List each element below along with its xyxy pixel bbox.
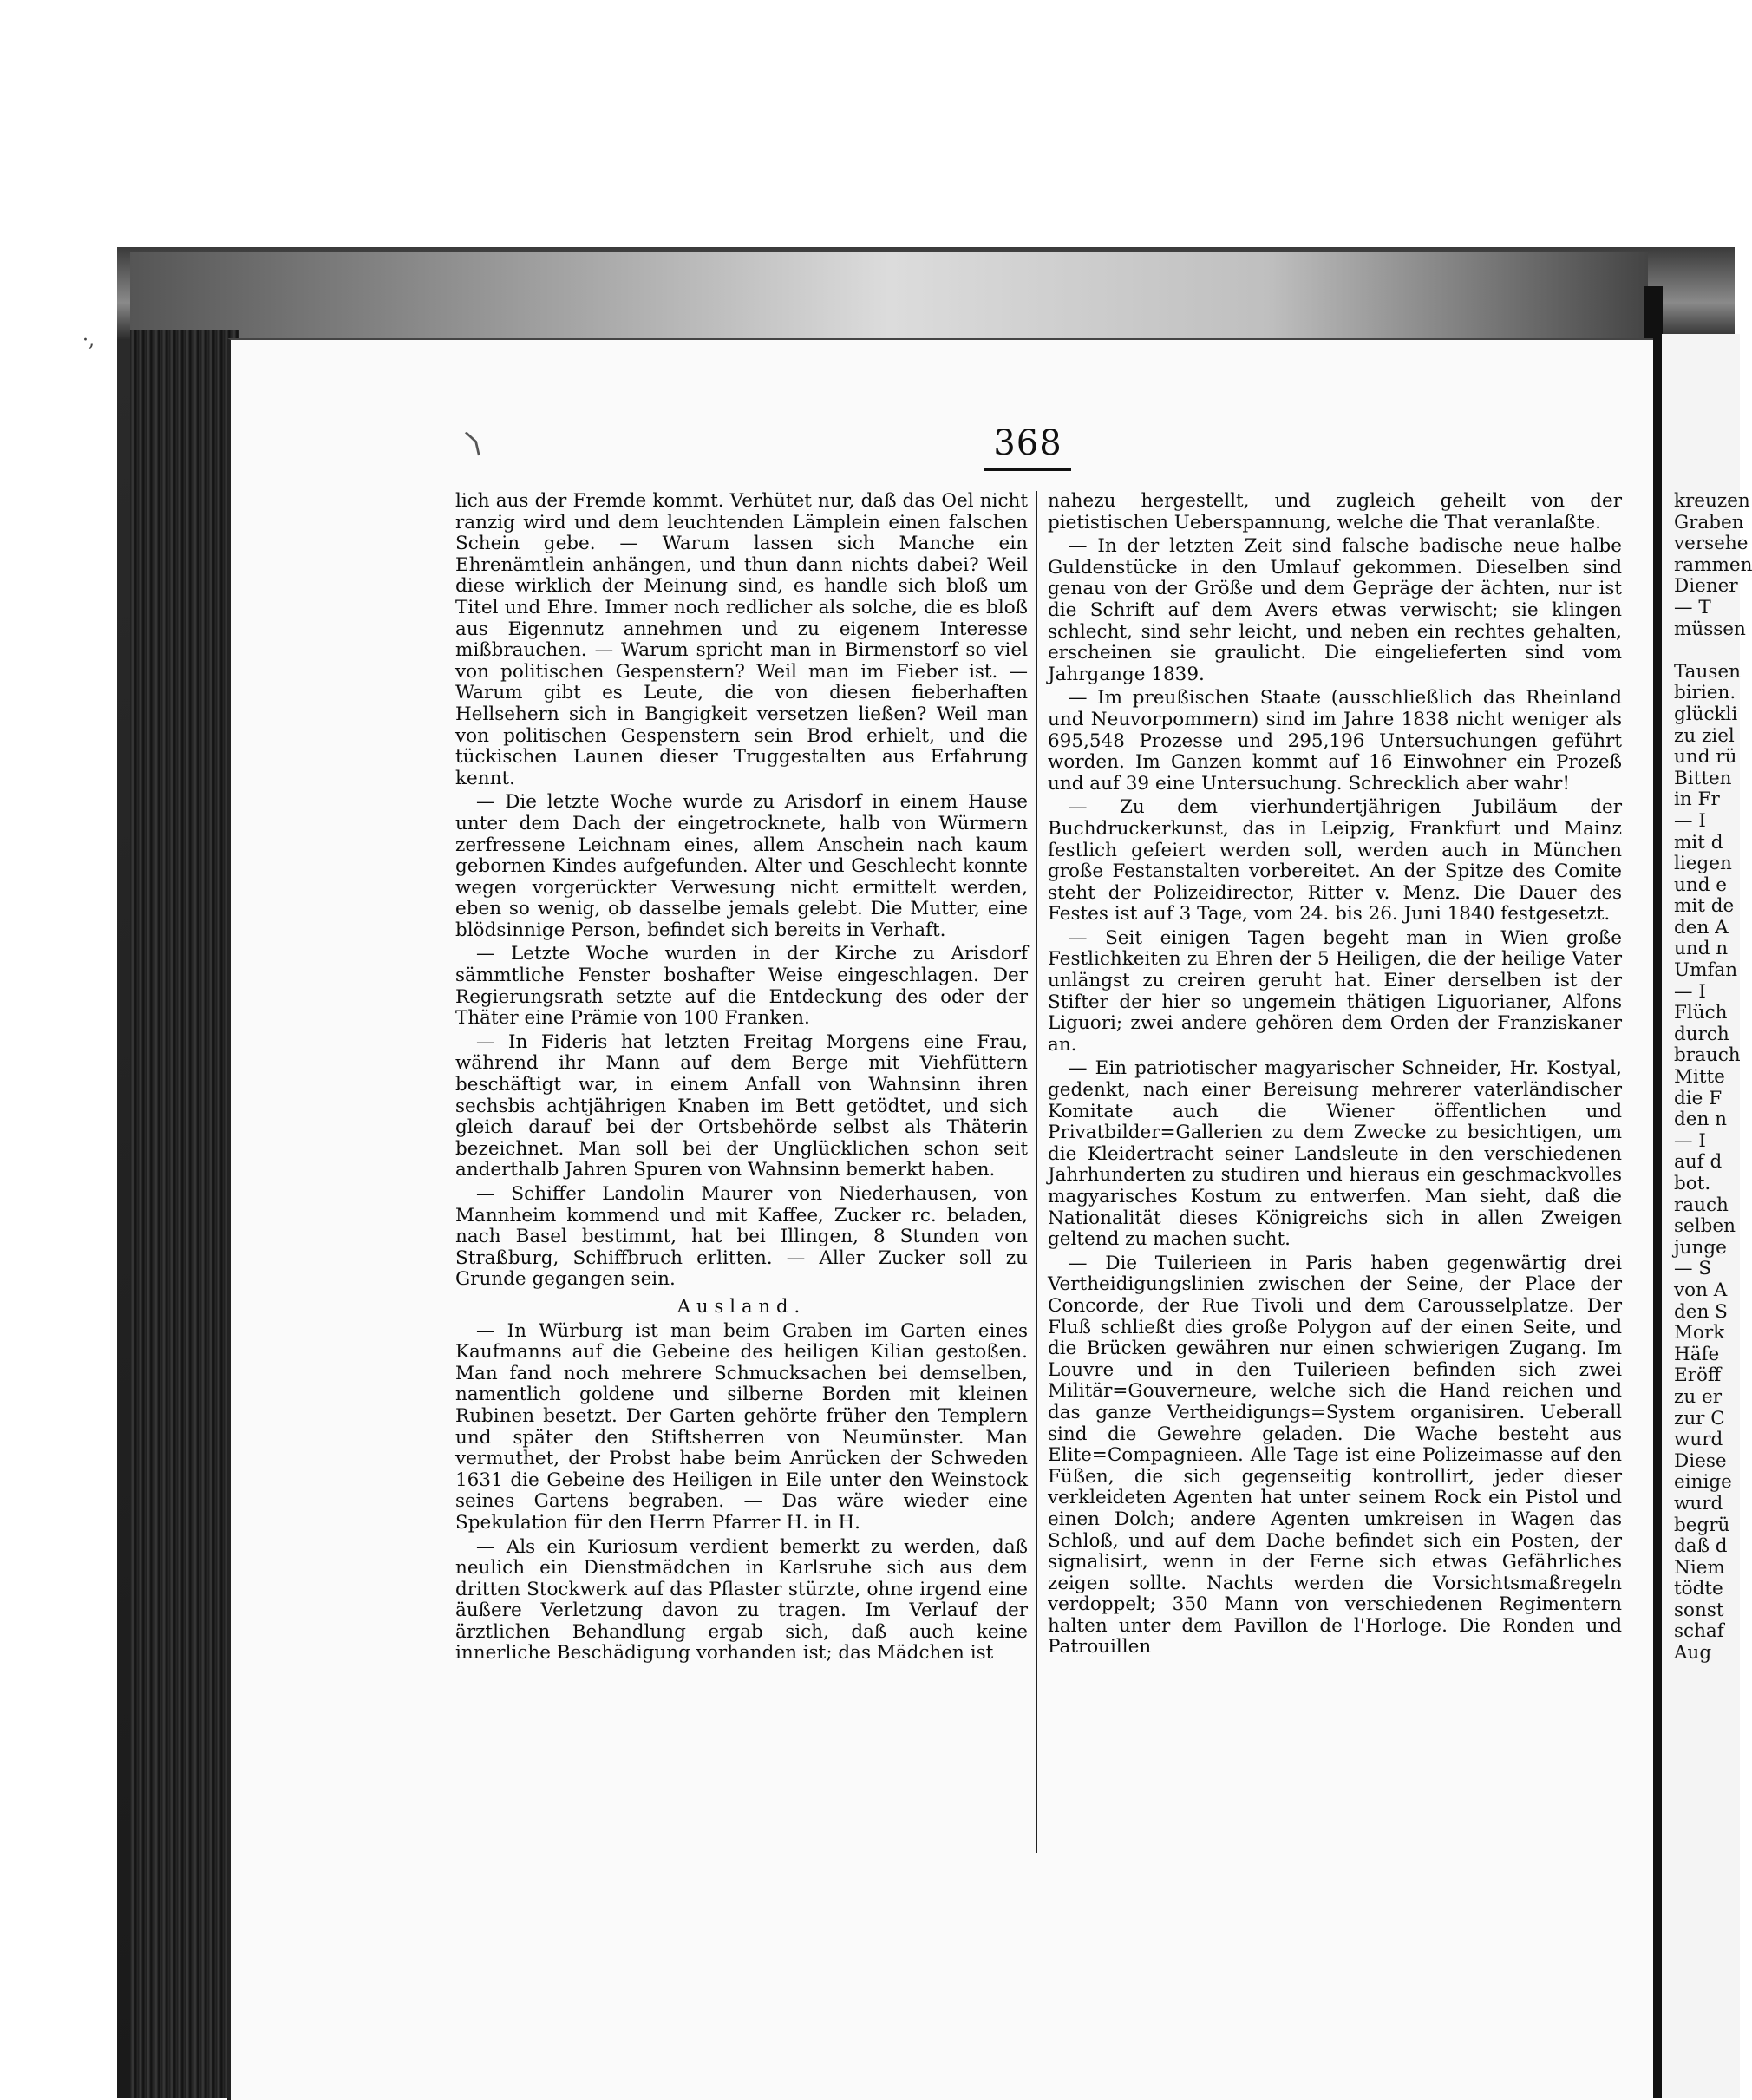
edge-fragment-line: — I: [1674, 1129, 1706, 1152]
paragraph: lich aus der Fremde kommt. Verhütet nur, daß das Oel nicht ranzig wird und dem leuchtenden Lämplein einen falschen Schein gebe. — Warum lassen sich Manche ein Ehrenämtlein anhängen, und thun dann nichts dabei? Weil diese wirklich der Meinung sind, es handle sich bloß um Titel und Ehre. Immer noch redlicher als solche, die es bloß aus Eigennutz annehmen und zu eigenem Interesse mißbrauchen. — Warum spricht man in Birmenstorf so viel von politischen Gespenstern? Weil man im Fieber ist. — Warum gibt es Leute, die von diesen fieberhaften Hellsehern sich in Bangigkeit versetzen ließen? Weil man von politischen Gespenstern sein Brod erhielt, und die tückischen Launen dieser Truggestalten aus Erfahrung kennt.: [455, 490, 1028, 789]
right-column: [1048, 491, 1622, 1661]
edge-fragment-line: bot.: [1674, 1173, 1711, 1194]
edge-fragment-line: brauch: [1674, 1044, 1741, 1067]
edge-fragment-line: und e: [1674, 873, 1728, 896]
paragraph: — Die letzte Woche wurde zu Arisdorf in einem Hause unter dem Dach der eingetrocknete, halb von Würmern zerfressene Leichnam eines, allem Anschein nach kaum gebornen Kindes aufgefunden. Alter und Geschlecht konnte wegen vorgerückter Verwesung nicht ermittelt werden, eben so wenig, ob dasselbe jemals gelebt. Die Mutter, eine blödsinnige Person, befindet sich bereits in Verhaft.: [455, 791, 1028, 941]
edge-fragment-line: Bitten: [1674, 767, 1732, 789]
edge-fragment-line: Diener: [1674, 575, 1738, 598]
pencil-mark: ⟩: [460, 424, 488, 461]
edge-fragment-line: in Fr: [1674, 788, 1720, 811]
edge-fragment-line: zu er: [1674, 1385, 1723, 1408]
paragraph: — In der letzten Zeit sind falsche badische neue halbe Guldenstücke in den Umlauf gekommen. Dieselben sind genau von der Größe und dem Gepräge der ächten, nur ist die Schrift auf dem Avers etwas verwischt; sie klingen schlecht, sind sehr leicht, und neben ein rechtes gehalten, erscheinen sie graulicht. Die eingelieferten sind vom Jahrgange 1839.: [1048, 535, 1622, 685]
edge-fragment-line: und rü: [1674, 746, 1737, 769]
edge-fragment-line: — I: [1674, 809, 1706, 832]
page-stack-edge: [130, 330, 239, 2098]
paragraph: — Schiffer Landolin Maurer von Niederhausen, von Mannheim kommend und mit Kaffee, Zucker rc. beladen, nach Basel bestimmt, hat bei Illingen, 8 Stunden von Straßburg, Schiffbruch erlitten. — Aller Zucker soll zu Grunde gegangen sein.: [455, 1183, 1028, 1291]
paragraph: — Die Tuilerieen in Paris haben gegenwärtig drei Vertheidigungslinien zwischen der Seine, der Place der Concorde, der Rue Tivoli und dem Carousselplatze. Der Fluß schließt dies große Polygon auf der einen Seite, und die Brücken gewähren nur einen schwierigen Zugang. Im Louvre und in den Tuilerieen befinden sich zwei Militär=Gouverneure, welche sich die Hand reichen und das ganze Vertheidigungs=System organisiren. Ueberall sind die Gewehre geladen. Die Wache besteht aus Elite=Compagnieen. Alle Tage ist eine Polizeimasse auf den Füßen, die sich gegenseitig kontrollirt, jeder dieser verkleideten Agenten hat unter seinem Rock ein Pistol und einen Dolch; andere Agenten umkreisen in Wagen das Schloß, und auf dem Dache befindet sich ein Posten, der signalisirt, wenn in der Ferne sich etwas Gefährliches zeigen sollte. Nachts werden die Vorsichtsmaßregeln verdoppelt; 350 Mann von verschiedenen Regimentern halten unter dem Pavillon de l'Horloge. Die Ronden und Patrouillen: [1048, 1252, 1622, 1658]
edge-fragment-line: liegen: [1674, 853, 1732, 875]
edge-fragment-line: müssen: [1674, 618, 1746, 640]
page-number: 368: [993, 423, 1062, 463]
edge-fragment-line: den n: [1674, 1109, 1728, 1131]
paragraph: — In Fideris hat letzten Freitag Morgens eine Frau, während ihr Mann auf dem Berge mit Viehfüttern beschäftigt war, in einem Anfall von Wahnsinn ihren sechsbis achtjährigen Knaben im Bett getödtet, und sich gleich darauf bei der Ortsbehörde selbst als Thäterin bezeichnet. Man soll bei der Unglücklichen schon seit anderthalb Jahren Spuren von Wahnsinn bemerkt haben.: [455, 1030, 1028, 1181]
edge-fragment-line: mit de: [1674, 895, 1735, 918]
edge-fragment-line: durch: [1674, 1023, 1729, 1045]
edge-fragment-line: den S: [1674, 1300, 1728, 1323]
edge-fragment-line: — T: [1674, 596, 1711, 618]
edge-fragment-line: einige: [1674, 1471, 1732, 1494]
edge-fragment-line: — I: [1674, 980, 1706, 1003]
left-column: [455, 491, 1028, 1667]
paragraph: — Als ein Kuriosum verdient bemerkt zu werden, daß neulich ein Dienstmädchen in Karlsruhe sich aus dem dritten Stockwerk auf das Pflaster stürzte, ohne irgend eine äußere Verletzung davon zu tragen. Im Verlauf der ärztlichen Behandlung ergab sich, daß auch keine innerliche Beschädigung vorhanden ist; das Mädchen ist: [455, 1535, 1028, 1665]
edge-fragment-line: Eröff: [1674, 1364, 1722, 1387]
facing-page-text-fragments: [1665, 490, 1752, 1665]
edge-fragment-line: und n: [1674, 938, 1729, 960]
paragraph: — Seit einigen Tagen begeht man in Wien große Festlichkeiten zu Ehren der 5 Heiligen, die der heilige Vater unlängst zu creiren geruht hat. Einer derselben ist der Stifter der hier so ungemein thätigen Liguorianer, Alfons Liguori; zwei andere gehören dem Orden der Franziskaner an.: [1048, 926, 1622, 1056]
edge-fragment-line: selben: [1674, 1215, 1736, 1238]
edge-fragment-line: auf d: [1674, 1151, 1723, 1174]
section-heading: Ausland.: [677, 1295, 807, 1317]
edge-fragment-line: — S: [1674, 1258, 1712, 1280]
edge-fragment-line: wurd: [1674, 1429, 1723, 1451]
edge-fragment-line: Mitte: [1674, 1066, 1725, 1089]
edge-fragment-line: Häfe: [1674, 1343, 1720, 1365]
edge-fragment-line: Umfan: [1674, 959, 1738, 982]
edge-fragment-line: begrü: [1674, 1514, 1730, 1536]
edge-fragment-line: wurd: [1674, 1492, 1723, 1514]
paragraph: — Zu dem vierhundertjährigen Jubiläum der Buchdruckerkunst, das in Leipzig, Frankfurt und Mainz festlich gefeiert werden soll, werden auch in München große Festanstalten vorbereitet. An der Spitze des Comite steht der Polizeidirector, Ritter v. Menz. Die Dauer des Festes ist auf 3 Tage, vom 24. bis 26. Juni 1840 festgesetzt.: [1048, 796, 1622, 926]
paragraph: — Ein patriotischer magyarischer Schneider, Hr. Kostyal, gedenkt, nach einer Bereisung mehrerer vaterländischer Komitate auch die Wiener öffentlichen und Privatbilder=Gallerien zu dem Zwecke zu besichtigen, um die Kleidertracht seiner Landsleute in den verschiedenen Jahrhunderten zu studiren und hieraus ein geschmackvolles magyarisches Kostum zu entwerfen. Man sieht, daß die Nationalität dieses Königreichs sich in allen Zweigen geltend zu machen sucht.: [1048, 1057, 1622, 1251]
edge-fragment-line: daß d: [1674, 1535, 1728, 1558]
edge-fragment-line: Niem: [1674, 1556, 1725, 1579]
edge-fragment-line: Graben: [1674, 511, 1744, 533]
edge-fragment-line: sonst: [1674, 1599, 1724, 1621]
edge-fragment-line: Flüch: [1674, 1002, 1728, 1024]
column-divider: [1036, 491, 1037, 1853]
edge-fragment-line: [1665, 640, 1735, 662]
page-number-underline: [984, 468, 1071, 471]
scan-speck: ·,: [82, 330, 95, 351]
edge-fragment-line: Tausen: [1674, 660, 1741, 683]
edge-fragment-line: zur C: [1674, 1407, 1725, 1429]
edge-fragment-line: schaf: [1674, 1620, 1724, 1643]
edge-fragment-line: mit d: [1674, 831, 1723, 854]
edge-fragment-line: den A: [1674, 916, 1729, 939]
edge-fragment-line: tödte: [1674, 1578, 1723, 1600]
edge-fragment-line: versehe: [1674, 533, 1749, 555]
paragraph: — In Würburg ist man beim Graben im Garten eines Kaufmanns auf die Gebeine des heiligen Kilian gestoßen. Man fand noch mehrere Schmucksachen bei demselben, namentlich goldene und silberne Borden mit kleinen Rubinen besetzt. Der Garten gehörte früher den Templern und später den Stiftsherren von Neumünster. Man vermuthet, der Probst habe beim Anrücken der Schweden 1631 die Gebeine des Heiligen in Eile unter den Weinstock seines Gartens begraben. — Das wäre wieder eine Spekulation für den Herrn Pfarrer H. in H.: [455, 1319, 1028, 1534]
edge-fragment-line: rauch: [1674, 1194, 1729, 1216]
paragraph: — Letzte Woche wurden in der Kirche zu Arisdorf sämmtliche Fenster boshafter Weise eingeschlagen. Der Regierungsrath setzte auf die Entdeckung des oder der Thäter eine Prämie von 100 Franken.: [455, 943, 1028, 1030]
edge-fragment-line: rammen: [1674, 553, 1752, 576]
edge-fragment-line: birien.: [1674, 682, 1736, 704]
edge-fragment-line: glückli: [1674, 703, 1738, 725]
edge-fragment-line: die F: [1674, 1087, 1723, 1109]
edge-fragment-line: Diese: [1674, 1449, 1727, 1472]
edge-fragment-line: kreuzen: [1674, 490, 1750, 512]
edge-fragment-line: junge: [1674, 1236, 1727, 1259]
paragraph: nahezu hergestellt, und zugleich geheilt von der pietistischen Ueberspannung, welche die That veranlaßte.: [1048, 490, 1622, 533]
paragraph: — Im preußischen Staate (ausschließlich das Rheinland und Neuvorpommern) sind im Jahre 1838 nicht weniger als 695,548 Prozesse und 295,196 Untersuchungen geführt worden. Im Ganzen kommt auf 16 Einwohner ein Prozeß und auf 39 eine Untersuchung. Schrecklich aber wahr!: [1048, 687, 1622, 795]
edge-fragment-line: Mork: [1674, 1322, 1725, 1344]
edge-fragment-line: zu ziel: [1674, 724, 1735, 747]
edge-fragment-line: Aug: [1674, 1642, 1712, 1665]
edge-fragment-line: von A: [1674, 1279, 1728, 1301]
book-top-edge: [130, 252, 1648, 347]
